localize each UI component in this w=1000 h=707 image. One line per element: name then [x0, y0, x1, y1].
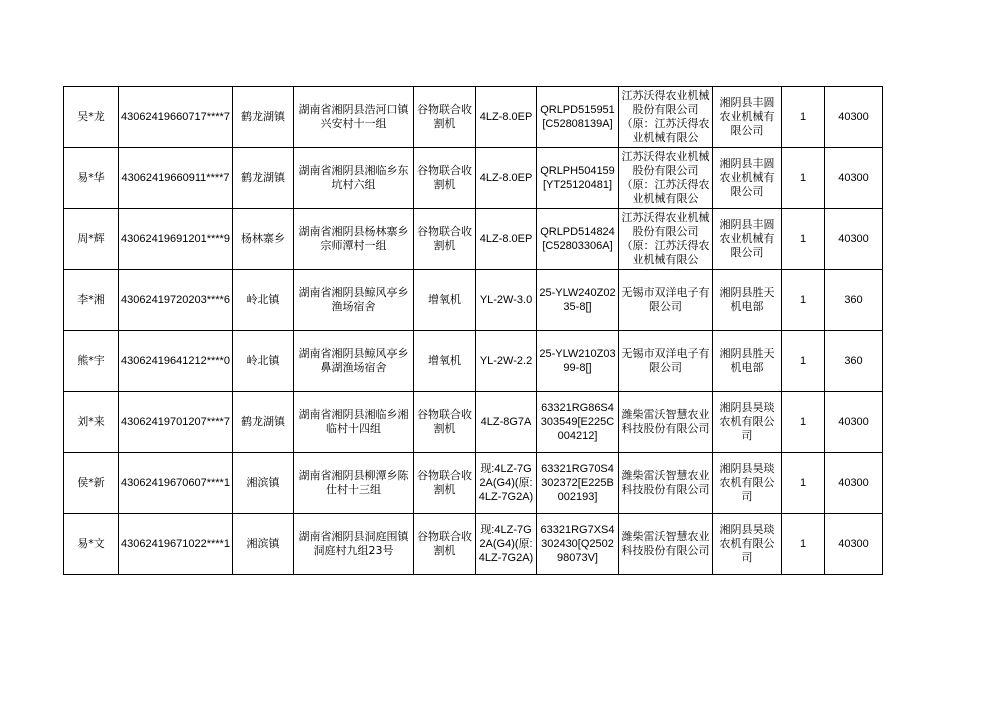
table-row	[64, 331, 883, 392]
address-cell: 湖南省湘阴县鲸风亭乡渔场宿舍	[294, 270, 414, 331]
id-number-cell: 43062419660911****7	[119, 148, 233, 209]
model-cell: 现:4LZ-7G2A(G4)(原:4LZ-7G2A)	[476, 514, 537, 575]
machine-category-cell: 谷物联合收割机	[414, 148, 476, 209]
subsidy-amount-cell: 40300	[825, 392, 883, 453]
machine-category-cell: 增氧机	[414, 270, 476, 331]
owner-name-cell: 李*湘	[64, 270, 119, 331]
serial-number-cell: QRLPD514824[C52803306A]	[537, 209, 619, 270]
town-cell: 鹤龙湖镇	[233, 87, 294, 148]
manufacturer-cell: 潍柴雷沃智慧农业科技股份有限公司	[619, 514, 713, 575]
serial-number-cell: 25-YLW240Z0235-8[]	[537, 270, 619, 331]
dealer-cell: 湘阴县丰圆农业机械有限公司	[713, 148, 782, 209]
model-cell: YL-2W-2.2	[476, 331, 537, 392]
quantity-cell: 1	[782, 148, 825, 209]
subsidy-amount-cell: 40300	[825, 87, 883, 148]
id-number-cell: 43062419641212****0	[119, 331, 233, 392]
town-cell: 湘滨镇	[233, 514, 294, 575]
manufacturer-cell: 无锡市双洋电子有限公司	[619, 270, 713, 331]
table-row	[64, 270, 883, 331]
manufacturer-cell: 江苏沃得农业机械股份有限公司（原：江苏沃得农业机械有限公	[619, 87, 713, 148]
serial-number-cell: 63321RG7XS4302430[Q250298073V]	[537, 514, 619, 575]
serial-number-cell: 63321RG70S4302372[E225B002193]	[537, 453, 619, 514]
serial-number-cell: 63321RG86S4303549[E225C004212]	[537, 392, 619, 453]
model-cell: 4LZ-8.0EP	[476, 148, 537, 209]
machine-category-cell: 谷物联合收割机	[414, 209, 476, 270]
id-number-cell: 43062419720203****6	[119, 270, 233, 331]
quantity-cell: 1	[782, 331, 825, 392]
owner-name-cell: 周*辉	[64, 209, 119, 270]
table-row	[64, 209, 883, 270]
town-cell: 鹤龙湖镇	[233, 148, 294, 209]
machine-category-cell: 谷物联合收割机	[414, 392, 476, 453]
town-cell: 杨林寨乡	[233, 209, 294, 270]
subsidy-table	[63, 86, 883, 575]
owner-name-cell: 易*文	[64, 514, 119, 575]
owner-name-cell: 易*华	[64, 148, 119, 209]
model-cell: 4LZ-8G7A	[476, 392, 537, 453]
dealer-cell: 湘阴县胜天机电部	[713, 270, 782, 331]
model-cell: 4LZ-8.0EP	[476, 209, 537, 270]
manufacturer-cell: 潍柴雷沃智慧农业科技股份有限公司	[619, 392, 713, 453]
manufacturer-cell: 潍柴雷沃智慧农业科技股份有限公司	[619, 453, 713, 514]
manufacturer-cell: 江苏沃得农业机械股份有限公司（原：江苏沃得农业机械有限公	[619, 148, 713, 209]
model-cell: YL-2W-3.0	[476, 270, 537, 331]
id-number-cell: 43062419671022****1	[119, 514, 233, 575]
table-row	[64, 514, 883, 575]
id-number-cell: 43062419670607****1	[119, 453, 233, 514]
owner-name-cell: 侯*新	[64, 453, 119, 514]
dealer-cell: 湘阴县昊琰农机有限公司	[713, 392, 782, 453]
table-row	[64, 392, 883, 453]
town-cell: 岭北镇	[233, 270, 294, 331]
owner-name-cell: 吴*龙	[64, 87, 119, 148]
id-number-cell: 43062419660717****7	[119, 87, 233, 148]
quantity-cell: 1	[782, 453, 825, 514]
id-number-cell: 43062419701207****7	[119, 392, 233, 453]
quantity-cell: 1	[782, 270, 825, 331]
table-row	[64, 148, 883, 209]
address-cell: 湖南省湘阴县鲸风亭乡鼻湖渔场宿舍	[294, 331, 414, 392]
town-cell: 岭北镇	[233, 331, 294, 392]
dealer-cell: 湘阴县昊琰农机有限公司	[713, 453, 782, 514]
subsidy-amount-cell: 360	[825, 331, 883, 392]
address-cell: 湖南省湘阴县湘临乡湘临村十四组	[294, 392, 414, 453]
id-number-cell: 43062419691201****9	[119, 209, 233, 270]
subsidy-amount-cell: 40300	[825, 514, 883, 575]
address-cell: 湖南省湘阴县洞庭围镇洞庭村九组23号	[294, 514, 414, 575]
dealer-cell: 湘阴县昊琰农机有限公司	[713, 514, 782, 575]
subsidy-amount-cell: 40300	[825, 148, 883, 209]
machine-category-cell: 谷物联合收割机	[414, 453, 476, 514]
address-cell: 湖南省湘阴县浩河口镇兴安村十一组	[294, 87, 414, 148]
address-cell: 湖南省湘阴县柳潭乡陈仕村十三组	[294, 453, 414, 514]
serial-number-cell: QRLPH504159[YT25120481]	[537, 148, 619, 209]
serial-number-cell: 25-YLW210Z0399-8[]	[537, 331, 619, 392]
manufacturer-cell: 江苏沃得农业机械股份有限公司（原：江苏沃得农业机械有限公	[619, 209, 713, 270]
dealer-cell: 湘阴县丰圆农业机械有限公司	[713, 209, 782, 270]
machine-category-cell: 增氧机	[414, 331, 476, 392]
model-cell: 4LZ-8.0EP	[476, 87, 537, 148]
town-cell: 湘滨镇	[233, 453, 294, 514]
serial-number-cell: QRLPD515951[C52808139A]	[537, 87, 619, 148]
quantity-cell: 1	[782, 514, 825, 575]
manufacturer-cell: 无锡市双洋电子有限公司	[619, 331, 713, 392]
quantity-cell: 1	[782, 392, 825, 453]
subsidy-amount-cell: 40300	[825, 209, 883, 270]
owner-name-cell: 熊*宇	[64, 331, 119, 392]
quantity-cell: 1	[782, 87, 825, 148]
address-cell: 湖南省湘阴县湘临乡东坑村六组	[294, 148, 414, 209]
table-row	[64, 87, 883, 148]
quantity-cell: 1	[782, 209, 825, 270]
subsidy-amount-cell: 360	[825, 270, 883, 331]
machine-category-cell: 谷物联合收割机	[414, 87, 476, 148]
machine-category-cell: 谷物联合收割机	[414, 514, 476, 575]
dealer-cell: 湘阴县丰圆农业机械有限公司	[713, 87, 782, 148]
town-cell: 鹤龙湖镇	[233, 392, 294, 453]
model-cell: 现:4LZ-7G2A(G4)(原:4LZ-7G2A)	[476, 453, 537, 514]
table-row	[64, 453, 883, 514]
dealer-cell: 湘阴县胜天机电部	[713, 331, 782, 392]
owner-name-cell: 刘*来	[64, 392, 119, 453]
subsidy-amount-cell: 40300	[825, 453, 883, 514]
address-cell: 湖南省湘阴县杨林寨乡宗师潭村一组	[294, 209, 414, 270]
